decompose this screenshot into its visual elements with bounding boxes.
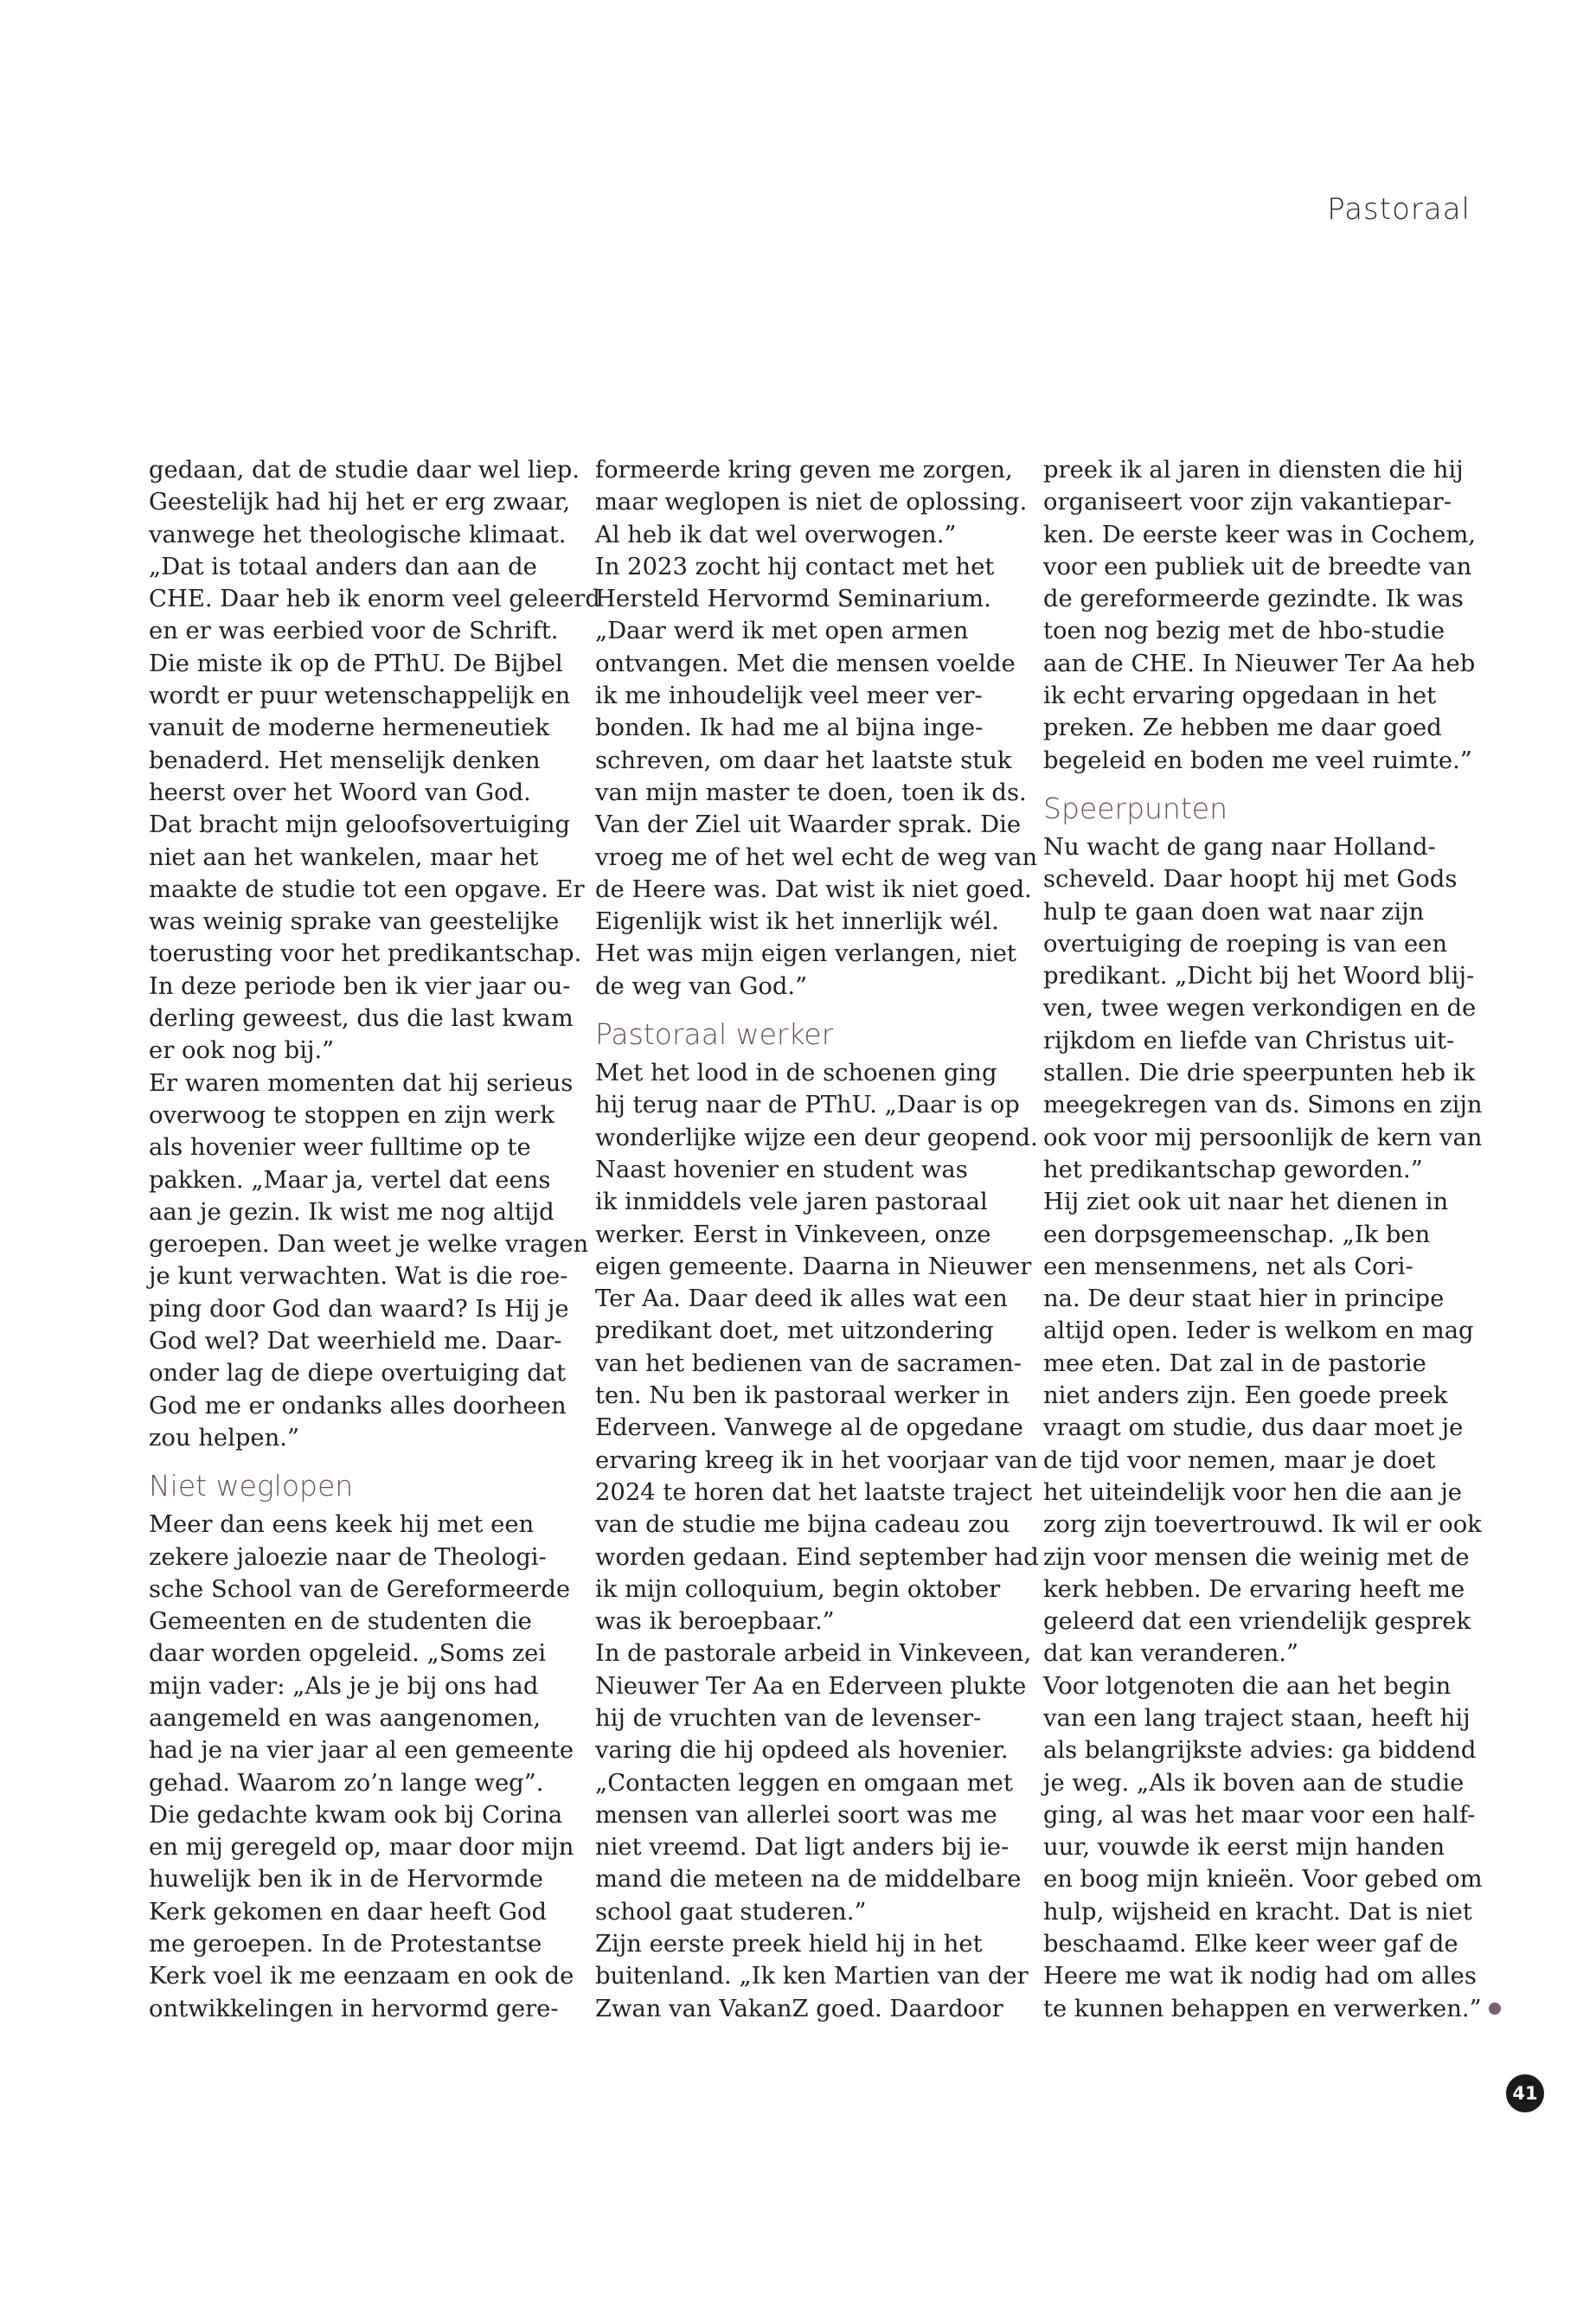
text-line xyxy=(595,1799,1021,1831)
text-line-content: hulp, wijsheid en kracht. Dat is niet xyxy=(1043,1898,1472,1926)
text-line xyxy=(1043,1348,1469,1380)
text-line-content: worden gedaan. Eind september had xyxy=(595,1543,1039,1571)
text-line-content: Eigenlijk wist ik het innerlijk wél. xyxy=(595,908,999,936)
text-line-content: gedaan, dat de studie daar wel liep. xyxy=(149,457,580,484)
text-line xyxy=(1043,1734,1477,1766)
text-line-content: God wel? Dat weerhield me. Daar- xyxy=(149,1328,562,1356)
text-line-content: dat kan veranderen.” xyxy=(1043,1640,1298,1668)
text-line-content: Heere me wat ik nodig had om alles xyxy=(1043,1963,1477,1990)
text-line-content: de Heere was. Dat wist ik niet goed. xyxy=(595,875,1032,903)
text-line-content: ven, twee wegen verkondigen en de xyxy=(1043,995,1477,1022)
text-line-content: van het bedienen van de sacramen- xyxy=(595,1349,1022,1377)
text-line-content: Die gedachte kwam ook bij Corina xyxy=(149,1801,563,1829)
text-line-content: hij de vruchten van de levenser- xyxy=(595,1704,982,1732)
text-line-content: ten. Nu ben ik pastoraal werker in xyxy=(595,1382,1010,1410)
text-line-content: Van der Ziel uit Waarder sprak. Die xyxy=(595,811,1022,839)
text-line xyxy=(149,1099,574,1131)
text-line xyxy=(595,1219,1021,1251)
text-line xyxy=(595,1283,1021,1315)
text-line-content: In deze periode ben ik vier jaar ou- xyxy=(149,972,571,1000)
text-line xyxy=(1043,680,1469,712)
text-line xyxy=(595,648,1021,680)
text-line-content: ging, al was het maar voor een half- xyxy=(1043,1801,1476,1829)
text-line xyxy=(1043,1057,1476,1089)
text-line-content: toerusting voor het predikantschap. xyxy=(149,940,582,968)
text-line xyxy=(149,1896,574,1928)
text-line xyxy=(595,1315,1021,1347)
text-line xyxy=(595,1606,1021,1638)
text-line-content: Nu wacht de gang naar Holland- xyxy=(1043,833,1436,861)
text-line-content: begeleid en boden me veel ruimte.” xyxy=(1043,747,1472,774)
text-line xyxy=(149,1196,574,1228)
text-line xyxy=(149,874,585,906)
text-line-content: mensen van allerlei soort was me xyxy=(595,1801,997,1829)
text-line-content: zijn voor mensen die weinig met de xyxy=(1043,1543,1470,1571)
text-line xyxy=(595,745,1021,777)
page-number-badge: 41 xyxy=(1506,2074,1544,2112)
text-line-content: ik me inhoudelijk veel meer ver- xyxy=(595,683,983,710)
text-line-content: Hij ziet ook uit naar het dienen in xyxy=(1043,1189,1449,1216)
text-line xyxy=(149,615,574,647)
text-line xyxy=(1043,960,1475,992)
text-line-content: zorg zijn toevertrouwd. Ik wil er ook xyxy=(1043,1511,1482,1539)
text-line xyxy=(149,777,574,809)
text-line xyxy=(1043,1574,1469,1606)
text-line-content: ken. De eerste keer was in Cochem, xyxy=(1043,521,1477,548)
text-line xyxy=(149,1422,574,1454)
text-line-content: als belangrijkste advies: ga biddend xyxy=(1043,1737,1477,1765)
text-line xyxy=(595,1154,1021,1186)
text-line xyxy=(1043,1445,1469,1477)
text-line xyxy=(149,1702,574,1734)
text-line-content: niet aan het wankelen, maar het xyxy=(149,843,539,871)
text-line xyxy=(1043,1702,1469,1734)
text-line xyxy=(1043,648,1476,680)
text-line xyxy=(1043,1122,1483,1154)
text-line xyxy=(595,1541,1039,1574)
text-line-content: sche School van de Gereformeerde xyxy=(149,1575,571,1603)
text-line-content: overtuiging de roeping is van een xyxy=(1043,930,1448,958)
text-line-content: ervaring kreeg ik in het voorjaar van xyxy=(595,1446,1038,1474)
text-line-content: Dat bracht mijn geloofsovertuiging xyxy=(149,811,571,839)
text-line-content: ik echt ervaring opgedaan in het xyxy=(1043,683,1437,710)
text-line-content: Er waren momenten dat hij serieus xyxy=(149,1069,574,1097)
text-line-content: wonderlijke wijze een deur geopend. xyxy=(595,1124,1038,1151)
text-line xyxy=(595,842,1038,874)
text-line-content: ontwikkelingen in hervormd gere- xyxy=(149,1995,559,2022)
text-line-content: zou helpen.” xyxy=(149,1424,299,1452)
text-line xyxy=(595,1412,1021,1444)
text-line-content: derling geweest, dus die last kwam xyxy=(149,1005,574,1033)
text-line xyxy=(149,971,574,1003)
text-line xyxy=(595,454,1021,486)
text-line xyxy=(1043,1186,1469,1218)
text-line-content: mijn vader: „Als je je bij ons had xyxy=(149,1672,539,1700)
text-line-content: een mensenmens, net als Cori- xyxy=(1043,1253,1413,1280)
text-line-content: beschaamd. Elke keer weer gaf de xyxy=(1043,1931,1458,1958)
text-line xyxy=(149,1325,574,1357)
text-line-content: had je na vier jaar al een gemeente xyxy=(149,1737,574,1765)
text-line-content: schreven, om daar het laatste stuk xyxy=(595,747,1012,774)
text-line-content: ook voor mij persoonlijk de kern van xyxy=(1043,1124,1483,1151)
text-line xyxy=(149,1067,574,1099)
text-line-content: benaderd. Het menselijk denken xyxy=(149,747,541,774)
text-line xyxy=(595,1574,1021,1606)
text-line xyxy=(149,1035,574,1067)
text-line xyxy=(595,938,1021,970)
text-line xyxy=(1043,1896,1472,1928)
text-line-content: meegekregen van ds. Simons en zijn xyxy=(1043,1092,1483,1119)
text-line-content: de weg van God.” xyxy=(595,972,808,1000)
text-line xyxy=(1043,1831,1469,1863)
text-line xyxy=(1043,454,1469,486)
text-line xyxy=(149,1638,574,1670)
text-line-content: school gaat studeren.” xyxy=(595,1898,867,1926)
text-line xyxy=(1043,1025,1469,1057)
text-line xyxy=(1043,1670,1469,1702)
text-line-content: de tijd voor nemen, maar je doet xyxy=(1043,1446,1436,1474)
text-line xyxy=(1043,745,1472,777)
text-line xyxy=(595,777,1027,809)
section-label: Pastoraal xyxy=(1327,192,1471,227)
text-line-content: van de studie me bijna cadeau zou xyxy=(595,1511,1010,1539)
text-line xyxy=(1043,519,1477,551)
text-line-content: Voor lotgenoten die aan het begin xyxy=(1043,1672,1452,1700)
text-line xyxy=(149,1541,574,1574)
text-line xyxy=(595,519,1021,551)
text-line-content: gehad. Waarom zo’n lange weg”. xyxy=(149,1769,544,1797)
text-line xyxy=(1043,1993,1482,2025)
text-line xyxy=(149,1928,574,1960)
text-line-content: stallen. Die drie speerpunten heb ik xyxy=(1043,1060,1476,1087)
text-line-content: Al heb ik dat wel overwogen.” xyxy=(595,521,957,548)
text-line xyxy=(149,1670,574,1702)
text-line-content: bonden. Ik had me al bijna inge- xyxy=(595,715,984,742)
text-line-content: buitenland. „Ik ken Martien van der xyxy=(595,1963,1029,1990)
text-line xyxy=(149,648,574,680)
text-line xyxy=(1043,863,1469,895)
text-line xyxy=(1043,583,1469,615)
text-line-content: me geroepen. In de Protestantse xyxy=(149,1931,542,1958)
text-line xyxy=(1043,1477,1469,1509)
text-line-content: kerk hebben. De ervaring heeft me xyxy=(1043,1575,1465,1603)
text-line xyxy=(595,1122,1038,1154)
text-line xyxy=(595,874,1032,906)
text-line-content: „Daar werd ik met open armen xyxy=(595,618,969,645)
text-line-content: Zwan van VakanZ goed. Daardoor xyxy=(595,1995,1003,2022)
text-line xyxy=(595,1251,1032,1283)
text-line xyxy=(595,1734,1021,1766)
text-line-content: Geestelijk had hij het er erg zwaar, xyxy=(149,489,571,516)
text-line-content: Ederveen. Vanwege al de opgedane xyxy=(595,1414,1023,1442)
text-line-content: je weg. „Als ik boven aan de studie xyxy=(1043,1769,1465,1797)
text-line xyxy=(595,1863,1021,1895)
text-line-content: organiseert voor zijn vakantiepar- xyxy=(1043,489,1452,516)
text-line-content: hij terug naar de PThU. „Daar is op xyxy=(595,1092,1020,1119)
text-line-content: God me er ondanks alles doorheen xyxy=(149,1392,567,1420)
text-line xyxy=(149,519,574,551)
text-line xyxy=(595,1089,1021,1121)
text-line-content: „Contacten leggen en omgaan met xyxy=(595,1769,1013,1797)
text-line-content: werker. Eerst in Vinkeveen, onze xyxy=(595,1221,991,1248)
text-line-content: ping door God dan waard? Is Hij je xyxy=(149,1295,569,1323)
text-line xyxy=(149,583,600,615)
text-line-content: aan de CHE. In Nieuwer Ter Aa heb xyxy=(1043,650,1476,677)
text-line xyxy=(595,1509,1021,1541)
article-column-3 xyxy=(1043,454,1483,2025)
text-line-content: daar worden opgeleid. „Soms zei xyxy=(149,1640,547,1668)
text-line xyxy=(595,583,1021,615)
text-line xyxy=(595,906,1021,938)
text-line xyxy=(595,1993,1021,2025)
text-line xyxy=(595,1057,1021,1089)
text-line xyxy=(595,486,1028,518)
text-line-content: In de pastorale arbeid in Vinkeveen, xyxy=(595,1640,1032,1668)
text-line xyxy=(1043,1928,1469,1960)
text-line xyxy=(149,745,574,777)
text-line-content: formeerde kring geven me zorgen, xyxy=(595,457,1013,484)
text-line xyxy=(1043,1509,1482,1541)
text-line xyxy=(149,1357,574,1389)
text-line xyxy=(595,680,1021,712)
text-line xyxy=(595,1445,1038,1477)
text-line-content: Nieuwer Ter Aa en Ederveen plukte xyxy=(595,1672,1027,1700)
text-line xyxy=(1043,712,1469,744)
text-line-content: preken. Ze hebben me daar goed xyxy=(1043,715,1442,742)
text-line-content: toen nog bezig met de hbo-studie xyxy=(1043,618,1445,645)
text-line-content: rijkdom en liefde van Christus uit- xyxy=(1043,1027,1455,1054)
text-line xyxy=(149,1799,574,1831)
text-line-content: niet anders zijn. Een goede preek xyxy=(1043,1382,1448,1410)
text-line-content: een dorpsgemeenschap. „Ik ben xyxy=(1043,1221,1431,1248)
text-line xyxy=(1043,992,1477,1024)
text-line xyxy=(1043,1154,1469,1186)
text-line xyxy=(595,1896,1021,1928)
text-line-content: „Dat is totaal anders dan aan de xyxy=(149,553,537,580)
section-heading: Speerpunten xyxy=(1043,791,1228,825)
text-line xyxy=(149,1863,574,1895)
text-line xyxy=(595,615,1021,647)
text-line xyxy=(1043,1863,1483,1895)
text-line xyxy=(149,680,574,712)
text-line xyxy=(1043,1541,1469,1574)
article-column-2 xyxy=(595,454,1039,2025)
text-line xyxy=(149,551,574,583)
text-line-content: ik mijn colloquium, begin oktober xyxy=(595,1575,1001,1603)
text-line-content: varing die hij opdeed als hovenier. xyxy=(595,1737,1009,1765)
section-heading: Pastoraal werker xyxy=(595,1017,834,1052)
text-line xyxy=(595,1380,1021,1412)
text-line xyxy=(149,454,580,486)
text-line xyxy=(1043,1799,1476,1831)
text-line xyxy=(595,551,1021,583)
text-line-content: als hovenier weer fulltime op te xyxy=(149,1134,531,1162)
text-line xyxy=(595,1928,1021,1960)
text-line-content: zekere jaloezie naar de Theologi- xyxy=(149,1543,547,1571)
text-line xyxy=(149,1131,574,1163)
text-line xyxy=(149,486,574,518)
text-line-content: van mijn master te doen, toen ik ds. xyxy=(595,779,1027,806)
text-line-content: mand die meteen na de middelbare xyxy=(595,1866,1022,1894)
text-line-content: voor een publiek uit de breedte van xyxy=(1043,553,1472,580)
text-line xyxy=(1043,486,1469,518)
text-line xyxy=(149,1993,574,2025)
text-line xyxy=(595,1186,1021,1218)
text-line-content: te kunnen behappen en verwerken.” xyxy=(1043,1995,1482,2022)
text-line xyxy=(1043,928,1469,960)
text-line-content: onder lag de diepe overtuiging dat xyxy=(149,1360,567,1388)
text-line xyxy=(595,1638,1032,1670)
text-line-content: aangemeld en was aangenomen, xyxy=(149,1704,542,1732)
text-line xyxy=(149,842,574,874)
text-line xyxy=(1043,896,1469,928)
text-line xyxy=(595,1767,1021,1799)
text-line-content: hulp te gaan doen wat naar zijn xyxy=(1043,898,1425,926)
text-line xyxy=(1043,1089,1483,1121)
text-line xyxy=(1043,1380,1469,1412)
text-line xyxy=(1043,1315,1474,1347)
text-line-content: geleerd dat een vriendelijk gesprek xyxy=(1043,1608,1471,1636)
text-line xyxy=(595,1831,1021,1863)
text-line xyxy=(149,1606,574,1638)
text-line-content: Ter Aa. Daar deed ik alles wat een xyxy=(595,1285,1008,1313)
text-line-content: pakken. „Maar ja, vertel dat eens xyxy=(149,1166,551,1194)
text-line-content: scheveld. Daar hoopt hij met Gods xyxy=(1043,866,1458,894)
text-line-content: heerst over het Woord van God. xyxy=(149,779,531,806)
text-line-content: eigen gemeente. Daarna in Nieuwer xyxy=(595,1253,1032,1280)
text-line-content: predikant doet, met uitzondering xyxy=(595,1317,994,1345)
text-line xyxy=(595,1670,1027,1702)
text-line-content: je kunt verwachten. Wat is die roe- xyxy=(149,1263,568,1291)
text-line xyxy=(595,809,1021,841)
text-line xyxy=(149,1164,574,1196)
text-line xyxy=(595,971,1021,1003)
text-line-content: de gereformeerde gezindte. Ik was xyxy=(1043,586,1464,613)
text-line-content: van een lang traject staan, heeft hij xyxy=(1043,1704,1471,1732)
text-line-content: Het was mijn eigen verlangen, niet xyxy=(595,940,1016,968)
text-line-content: predikant. „Dicht bij het Woord blij- xyxy=(1043,963,1475,990)
text-line xyxy=(1043,1606,1469,1638)
text-line xyxy=(595,1477,1033,1509)
text-line xyxy=(149,712,574,744)
text-line-content: uur, vouwde ik eerst mijn handen xyxy=(1043,1834,1445,1862)
text-line xyxy=(1043,1767,1469,1799)
text-line-content: CHE. Daar heb ik enorm veel geleerd xyxy=(149,586,600,613)
text-line-content: ik inmiddels vele jaren pastoraal xyxy=(595,1189,988,1216)
text-line xyxy=(1043,831,1469,863)
text-line-content: vraagt om studie, dus daar moet je xyxy=(1043,1414,1464,1442)
text-line xyxy=(149,809,574,841)
text-line xyxy=(149,1574,574,1606)
text-line-content: en mij geregeld op, maar door mijn xyxy=(149,1834,574,1862)
text-line xyxy=(595,1348,1021,1380)
text-line-content: na. De deur staat hier in principe xyxy=(1043,1285,1445,1313)
text-line xyxy=(595,1960,1029,1992)
text-line-content: was weinig sprake van geestelijke xyxy=(149,908,560,936)
text-line xyxy=(149,1831,574,1863)
text-line xyxy=(1043,551,1472,583)
text-line xyxy=(149,1003,574,1035)
text-line xyxy=(595,1702,1021,1734)
text-line-content: en er was eerbied voor de Schrift. xyxy=(149,618,559,645)
text-line-content: Met het lood in de schoenen ging xyxy=(595,1060,997,1087)
text-line xyxy=(149,1767,574,1799)
text-line-content: 2024 te horen dat het laatste traject xyxy=(595,1478,1033,1506)
text-line xyxy=(1043,1638,1469,1670)
text-line-content: het predikantschap geworden.” xyxy=(1043,1156,1423,1183)
text-line-content: maakte de studie tot een opgave. Er xyxy=(149,875,585,903)
text-line-content: Gemeenten en de studenten die xyxy=(149,1608,532,1636)
text-line xyxy=(1043,1219,1469,1251)
text-line xyxy=(149,938,582,970)
text-line-content: geroepen. Dan weet je welke vragen xyxy=(149,1231,589,1259)
text-line xyxy=(149,1293,574,1325)
text-line-content: aan je gezin. Ik wist me nog altijd xyxy=(149,1198,554,1226)
article-column-1 xyxy=(149,454,600,2025)
text-line-content: en boog mijn knieën. Voor gebed om xyxy=(1043,1866,1483,1894)
text-line-content: vanuit de moderne hermeneutiek xyxy=(149,715,550,742)
text-line-content: maar weglopen is niet de oplossing. xyxy=(595,489,1028,516)
text-line-content: altijd open. Ieder is welkom en mag xyxy=(1043,1317,1474,1345)
text-line-content: was ik beroepbaar.” xyxy=(595,1608,835,1636)
text-line xyxy=(149,1960,574,1992)
text-line xyxy=(1043,1283,1469,1315)
text-line xyxy=(149,1228,589,1260)
text-line xyxy=(149,1260,574,1292)
text-line-content: het uiteindelijk voor hen die aan je xyxy=(1043,1478,1463,1506)
text-line xyxy=(149,1734,574,1766)
text-line xyxy=(149,1509,574,1541)
text-line-content: Naast hovenier en student was xyxy=(595,1156,968,1183)
text-line-content: ontvangen. Met die mensen voelde xyxy=(595,650,1016,677)
text-line xyxy=(595,712,1021,744)
text-line xyxy=(1043,1412,1469,1444)
text-line-content: Kerk voel ik me eenzaam en ook de xyxy=(149,1963,574,1990)
text-line-content: Zijn eerste preek hield hij in het xyxy=(595,1931,983,1958)
text-line-content: niet vreemd. Dat ligt anders bij ie- xyxy=(595,1834,1010,1862)
section-heading: Niet weglopen xyxy=(149,1469,354,1503)
text-line-content: preek ik al jaren in diensten die hij xyxy=(1043,457,1464,484)
text-line-content: mee eten. Dat zal in de pastorie xyxy=(1043,1349,1426,1377)
text-line-content: overwoog te stoppen en zijn werk xyxy=(149,1101,554,1129)
text-line xyxy=(149,906,574,938)
text-line xyxy=(149,1390,574,1422)
text-line xyxy=(1043,615,1469,647)
text-line-content: wordt er puur wetenschappelijk en xyxy=(149,683,571,710)
text-line xyxy=(1043,1960,1477,1992)
text-line-content: er ook nog bij.” xyxy=(149,1037,335,1065)
text-line-content: vanwege het theologische klimaat. xyxy=(149,521,567,548)
text-line-content: huwelijk ben ik in de Hervormde xyxy=(149,1866,543,1894)
text-line xyxy=(1043,1251,1469,1283)
text-line-content: Hersteld Hervormd Seminarium. xyxy=(595,586,991,613)
text-line-content: Kerk gekomen en daar heeft God xyxy=(149,1898,548,1926)
text-line-content: In 2023 zocht hij contact met het xyxy=(595,553,995,580)
text-line-content: Die miste ik op de PThU. De Bijbel xyxy=(149,650,563,677)
text-line-content: Meer dan eens keek hij met een xyxy=(149,1511,535,1539)
end-of-article-dot-icon xyxy=(1489,2003,1501,2015)
text-line-content: vroeg me of het wel echt de weg van xyxy=(595,843,1038,871)
